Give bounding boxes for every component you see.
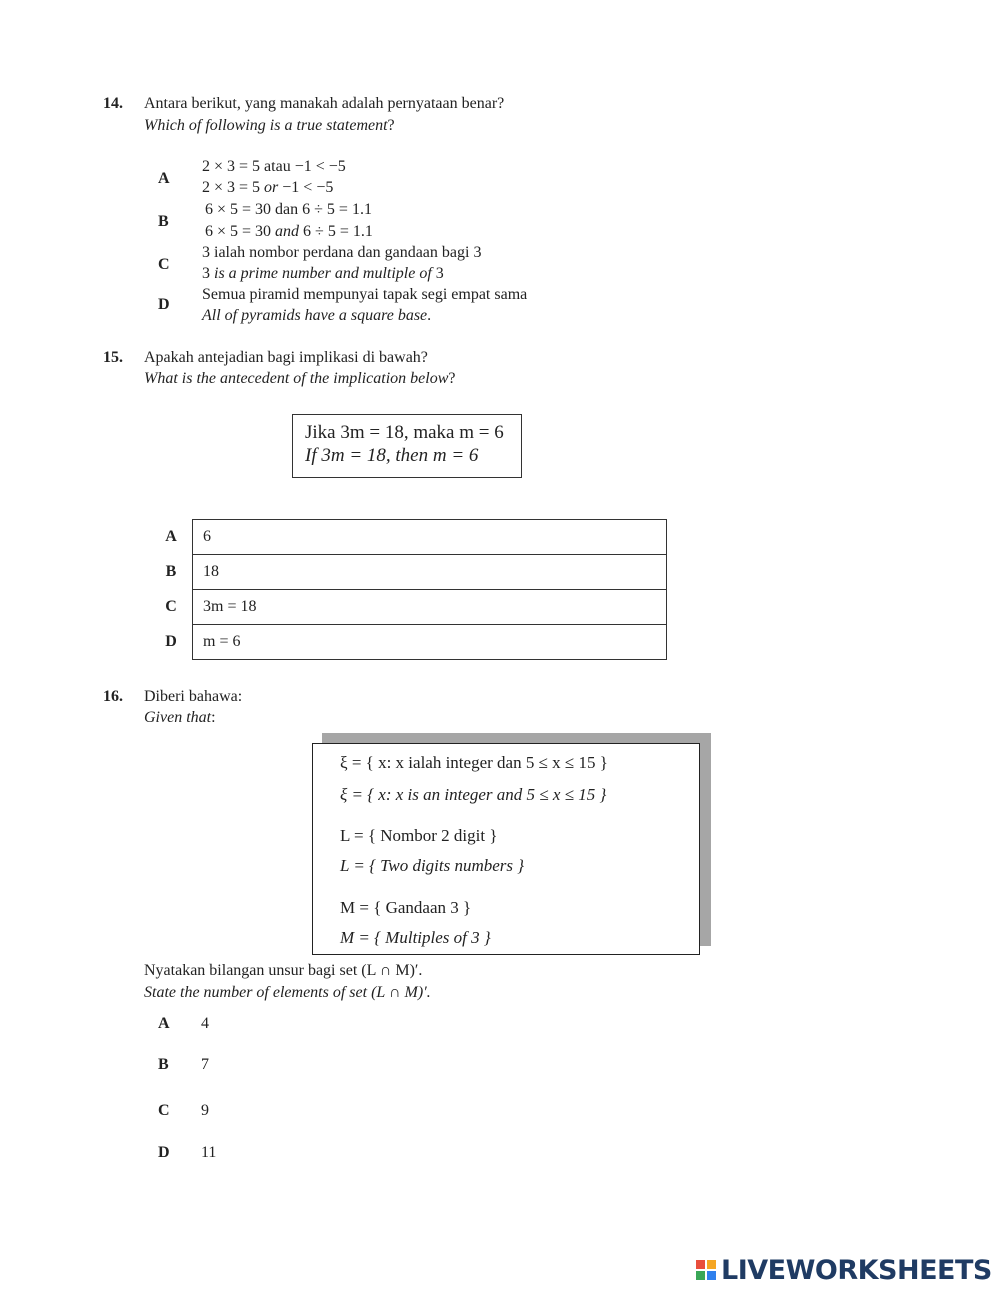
q16-option-label-b: B [158, 1056, 169, 1073]
q16-ask-en: State the number of elements of set (L ∩ M)′. [144, 984, 431, 1001]
set-xi-en: ξ = { x: x is an integer and 5 ≤ x ≤ 15 } [340, 785, 607, 804]
logo-block-3 [696, 1271, 705, 1280]
q14-option-d-ms: Semua piramid mempunyai tapak segi empat sama [202, 286, 528, 303]
q15-number: 15. [103, 349, 123, 366]
q14-option-a-ms: 2 × 3 = 5 atau −1 < −5 [202, 158, 346, 175]
q14-option-d-en: All of pyramids have a square base. [202, 307, 432, 324]
q14-option-c-en: 3 is a prime number and multiple of 3 [202, 265, 444, 282]
q16-option-label-d: D [158, 1144, 170, 1161]
q15-question-ms: Apakah antejadian bagi implikasi di bawah? [144, 349, 428, 366]
q16-option-value-c: 9 [201, 1102, 209, 1119]
set-l-en: L = { Two digits numbers } [340, 856, 525, 875]
q15-option-value-b: 18 [193, 555, 667, 590]
implication-line-en: If 3m = 18, then m = 6 [305, 445, 479, 466]
liveworksheets-logo[interactable] [696, 1255, 992, 1285]
q15-option-row-d [150, 625, 667, 660]
q14-option-c-ms: 3 ialah nombor perdana dan gandaan bagi 3 [202, 244, 482, 261]
q15-options-table [150, 519, 667, 660]
q14-option-label-c: C [158, 256, 170, 273]
q16-number: 16. [103, 688, 123, 705]
q16-given-en: Given that: [144, 709, 216, 726]
set-m-ms: M = { Gandaan 3 } [340, 898, 472, 917]
q14-option-a-en: 2 × 3 = 5 or −1 < −5 [202, 179, 334, 196]
q15-option-row-a [150, 520, 667, 555]
q15-option-value-a: 6 [193, 520, 667, 555]
q15-option-label-d: D [165, 633, 177, 650]
q14-option-label-d: D [158, 296, 170, 313]
q15-option-label-a: A [165, 528, 177, 545]
implication-box [292, 414, 522, 478]
q15-option-row-b [150, 555, 667, 590]
set-xi-ms: ξ = { x: x ialah integer dan 5 ≤ x ≤ 15 } [340, 753, 608, 772]
q14-option-b-ms: 6 × 5 = 30 dan 6 ÷ 5 = 1.1 [205, 201, 372, 218]
logo-block-4 [707, 1271, 716, 1280]
q15-question-en: What is the antecedent of the implication below? [144, 370, 456, 387]
logo-block-1 [696, 1260, 705, 1269]
q14-question-ms: Antara berikut, yang manakah adalah pernyataan benar? [144, 95, 505, 112]
implication-line-ms: Jika 3m = 18, maka m = 6 [305, 422, 504, 443]
q16-option-value-d: 11 [201, 1144, 217, 1161]
logo-block-2 [707, 1260, 716, 1269]
q14-number: 14. [103, 95, 123, 112]
q14-option-label-a: A [158, 170, 170, 187]
set-m-en: M = { Multiples of 3 } [340, 928, 491, 947]
q15-option-value-c: 3m = 18 [193, 590, 667, 625]
q15-option-label-c: C [165, 598, 177, 615]
q16-ask-ms: Nyatakan bilangan unsur bagi set (L ∩ M)′. [144, 962, 423, 979]
logo-text: LIVEWORKSHEETS [721, 1254, 992, 1286]
q14-option-label-b: B [158, 213, 169, 230]
q16-option-value-b: 7 [201, 1056, 209, 1073]
q15-option-value-d: m = 6 [193, 625, 667, 660]
q15-option-row-c [150, 590, 667, 625]
set-definitions-box [312, 743, 700, 955]
logo-blocks-icon [696, 1260, 716, 1280]
q16-option-label-a: A [158, 1015, 170, 1032]
set-l-ms: L = { Nombor 2 digit } [340, 826, 498, 845]
q14-option-b-en: 6 × 5 = 30 and 6 ÷ 5 = 1.1 [205, 223, 373, 240]
q16-option-label-c: C [158, 1102, 170, 1119]
q16-given-ms: Diberi bahawa: [144, 688, 243, 705]
q15-option-label-b: B [165, 563, 177, 580]
q16-option-value-a: 4 [201, 1015, 209, 1032]
q14-question-en: Which of following is a true statement? [144, 117, 395, 134]
